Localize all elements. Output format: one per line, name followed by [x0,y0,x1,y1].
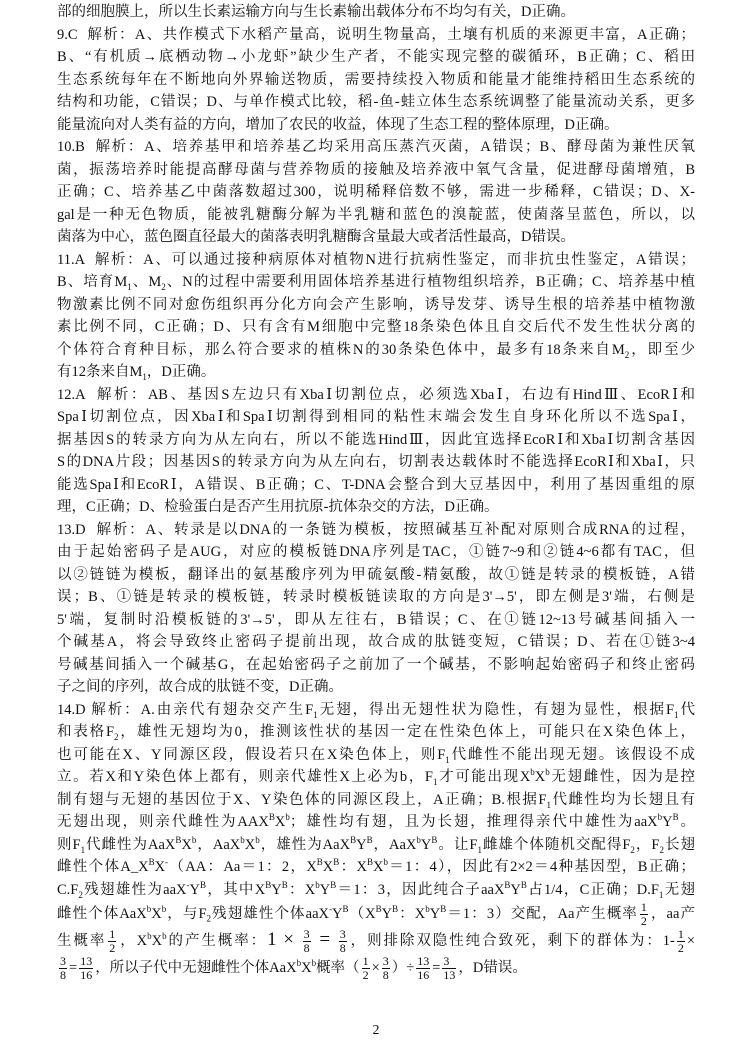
fraction-denominator: 8 [60,968,66,982]
text-run: 正确；C、培养基乙中菌落数超过300，说明稀释倍数不够，需进一步稀释，C错误；D、X- [57,184,695,200]
text-line [57,586,695,609]
superscript: B [200,879,207,890]
answer-paragraph [57,384,695,519]
text-run: 代雌性不能出现无翅。该假设不成 [449,746,695,763]
text-run: ，则排除双隐性纯合致死，剩下的群体为：1- [348,932,675,949]
text-line [57,744,695,767]
subscript: 1 [433,776,438,787]
text-line [57,181,695,204]
answer-paragraph [57,249,695,384]
text-run: 结构和功能，C错误；D、与单作模式比较，稻-鱼-蛙立体生态系统调整了能量流动关系，更多 [57,94,695,110]
fraction [362,955,370,982]
text-line [57,519,695,542]
text-line [57,226,695,249]
text-run: 代 [678,701,696,718]
text-run: = [432,959,441,976]
text-line [57,24,695,47]
superscript: - [186,879,190,890]
superscript: B [366,834,373,845]
text-line [57,609,695,632]
answer-paragraph [57,1,695,24]
answer-paragraph [57,24,695,137]
text-run: 13.D 解析：A、转录是以DNA的一条链为模板，按照碱基互补配对原则合成RNA的过程， [57,521,695,538]
subscript: 1 [445,754,450,765]
superscript: B [175,834,182,845]
subscript: 2 [161,281,166,292]
subscript: 1 [127,281,132,292]
text-run: 个体符合育种目标，那么符合要求的植株N的30条染色体中，最多有18条来自M [57,341,625,358]
text-run: S的DNA片段；因基因S的转录方向为从左向右，切割表达载体时不能选择EcoRⅠ和XbaⅠ，只 [57,454,695,470]
text-line [57,204,695,227]
text-run: Y [319,881,331,898]
text-line [57,159,695,182]
text-run: X [154,859,166,875]
text-run: ：X [398,905,426,922]
fraction [640,901,648,928]
text-run: × [371,959,380,976]
fraction-numerator: 1 [640,900,647,914]
superscript: b [425,904,430,914]
text-run: Y [271,881,282,898]
text-line [57,384,695,407]
text-line [57,541,695,564]
fraction [382,955,390,982]
text-run: X [301,959,312,976]
text-run: gal是一种无色物质，能被乳糖酶分解为半乳糖和蓝色的溴靛蓝，使菌落呈蓝色，所以，以 [57,206,695,223]
fraction-denominator: 16 [417,968,430,982]
text-run: ，雄性无翅均为0，推测该性状的基因一定在性染色体上，可能只在X染色体上， [118,724,695,740]
text-run: ）÷ [391,959,415,976]
text-run: X [151,932,163,949]
text-run: ：X [339,859,367,875]
text-run: X [274,814,286,830]
superscript: b [416,834,421,845]
answer-paragraph [57,136,695,249]
superscript: b [530,767,535,778]
text-run: ：X [287,881,316,898]
superscript: B [375,904,382,914]
fraction [416,955,430,982]
fraction-denominator: 16 [80,968,93,982]
superscript: b [161,904,167,914]
text-run: 概率（ [316,959,360,976]
text-line [57,654,695,677]
fraction-numerator: 1 [677,927,684,941]
text-line [57,699,695,722]
text-run: = [69,959,78,976]
superscript: b [162,931,167,941]
text-run: ，X [118,932,148,949]
fraction-numerator: 3 [60,954,66,968]
text-line [57,496,695,519]
text-run: × [686,932,696,949]
subscript: 1 [80,844,86,855]
text-run: 子之间的序列，故合成的肽链不变，D正确。 [57,679,343,695]
superscript: B [392,904,399,914]
text-line [57,856,695,879]
superscript: B [440,904,447,914]
text-run: 才可能出现X [437,769,531,785]
text-line [57,69,695,92]
superscript: B [342,904,349,914]
text-line [57,811,695,834]
subscript: 2 [206,913,212,924]
subscript: 2 [659,844,664,855]
text-line [57,474,695,497]
text-run: X [151,905,162,922]
text-run: 也可能在X、Y同源区段，假设若只在X染色体上，则F [57,746,446,763]
equation-text: 1 × [267,928,301,950]
text-run: 则F [57,836,81,853]
superscript: b [285,812,290,823]
text-run: 能选SpaⅠ和EcoRⅠ，A错误、B正确；C、T-DNA会整合到大豆基因中，利用了基因重组的原 [57,476,695,493]
text-run: 素比例不同，C正确；D、只有含有M细胞中完整18条染色体且自交后代不发生性状分离的 [57,319,695,335]
text-run: 能量流向对人类有益的方向，增加了农民的收益，体现了生态工程的整体原理，D正确。 [57,116,619,133]
fraction-denominator: 2 [640,914,647,928]
text-run: ＝1：3）交配，Aa产生概率 [446,905,638,922]
text-run: （X [348,905,376,922]
text-run: C.F [57,881,79,898]
fraction-denominator: 8 [303,941,310,955]
text-run: 代雌性为AaX [85,836,176,853]
text-line [57,429,695,452]
fraction-denominator: 13 [443,968,456,982]
text-run: 11.A 解析：A、可以通过接种病原体对植物N进行抗病性鉴定，而非抗虫性鉴定，A错误； [57,251,695,268]
text-run: 误；B、①链是转录的模板链，转录时模板链读取的方向是3'→5'，即左侧是3'端，右侧是 [57,589,695,605]
text-run: ，即至少 [629,341,695,358]
text-run: 雌性个体AaX [57,905,147,922]
subscript: 2 [114,731,119,742]
text-run: ，aa产 [649,905,696,922]
text-run: 12.A 解析：AB、基因S左边只有XbaⅠ切割位点，必须选XbaⅠ，右边有HindⅢ、EcoRⅠ和 [57,386,695,403]
fraction-denominator: 8 [339,941,346,955]
text-run: 雌雄个体随机交配得F [481,836,631,853]
text-line [57,451,695,474]
fraction [59,955,67,982]
text-run: 和表格F [57,724,115,740]
fraction-numerator: 3 [339,927,346,941]
text-run: 10.B 解析：A、培养基甲和培养基乙均采用高压蒸汽灭菌，A错误；B、酵母菌为兼性厌氧 [57,139,695,155]
text-run: B、“有机质→底栖动物→小龙虾”缺少生产者，不能实现完整的碳循环，B正确；C、稻田 [57,49,695,65]
text-run: 无翅 [663,881,695,898]
fraction-numerator: 3 [442,955,456,969]
fraction [339,928,347,955]
text-line [57,955,695,982]
text-run: ，AaX [372,836,417,853]
text-line [57,271,695,294]
text-run: Y [332,905,343,922]
superscript: b [146,904,152,914]
text-line [57,834,695,857]
text-line [57,361,695,384]
text-run: X [322,859,334,875]
text-run: ，其中X [206,881,266,898]
superscript: B [504,879,511,890]
text-run: 残翅雄性为aaX [82,881,187,898]
text-run: 残翅雄性个体aaX [211,905,329,922]
text-run: 。让F [437,836,478,853]
text-run: 菌落为中心，蓝色圈直径最大的菌落表明乳糖酶含量最大或者活性最高，D错误。 [57,229,575,245]
fraction-numerator: 3 [382,954,389,968]
fraction [677,928,685,955]
text-run: ，D正确。 [146,364,216,380]
fraction-numerator: 1 [362,954,369,968]
superscript: B [350,834,357,845]
text-line [57,91,695,114]
text-line [57,294,695,317]
text-run: X [244,836,256,853]
text-line [57,631,695,654]
fraction-numerator: 3 [303,927,310,941]
text-run: SpaⅠ切割位点，因XbaⅠ和SpaⅠ切割得到相同的粘性末端会发生自身环化所以不选SpaⅠ， [57,409,695,425]
text-line [57,766,695,789]
text-run: 无翅出现，则亲代雌性为AAX [57,814,269,830]
text-run: 个碱基A，将会导致终止密码子提前出现，故合成的肽链变短，C错误；D、若在①链3~4 [57,634,695,650]
superscript: b [191,834,197,845]
fraction-numerator: 1 [109,927,116,941]
document-body [57,1,695,982]
fraction [442,955,456,982]
text-run: ；雄性均有翅，且为长翅，推理得亲代中雄性为aaX [289,814,658,830]
text-run: 、N的过程中需要利用固体培养基进行植物组织培养，B正确；C、培养基中植 [165,274,695,290]
text-run: Y [510,881,521,898]
text-run: ，D错误。 [458,959,527,976]
text-run: 部的细胞膜上，所以生长素运输方向与生长素输出载体分布不均匀有关，D正确。 [57,4,575,20]
text-run: 雌性个体A_X [57,859,149,875]
text-run: （AA：Aa＝1：2，X [168,859,317,875]
superscript: - [329,904,332,914]
superscript: B [366,857,373,868]
text-line [57,721,695,744]
text-line [57,564,695,587]
superscript: B [672,812,679,823]
subscript: 1 [477,844,482,855]
subscript: 2 [630,844,635,855]
text-line [57,901,695,928]
text-run: ，所以子代中无翅雌性个体AaX [95,959,297,976]
text-line [57,1,695,24]
subscript: 2 [624,349,630,360]
text-line [57,249,695,272]
text-run: 9.C 解析：A、共作模式下水稻产量高，说明生物量高，土壤有机质的来源更丰富，A正确； [57,26,695,43]
text-line [57,114,695,137]
subscript: 1 [658,889,664,900]
text-run: 代雌性均为长翅且有 [550,791,696,808]
subscript: 1 [546,799,551,810]
fraction [79,955,93,982]
text-run: ，雄性为AaX [259,836,351,853]
equation-text: = [312,928,337,950]
superscript: b [147,931,152,941]
text-run: 以②链链为模板，翻译出的氨基酸序列为甲硫氨酸-精氨酸，故①链是转录的模板链，A错 [57,566,695,583]
fraction-denominator: 2 [109,941,116,955]
superscript: B [316,857,323,868]
superscript: B [265,879,272,890]
text-run: 无翅，得出无翅性状为隐性，有翅为显性，根据F [317,701,675,718]
superscript: B [268,812,275,823]
text-line [57,406,695,429]
superscript: B [281,879,288,890]
text-line [57,789,695,812]
text-run: B、培育M [57,274,128,290]
text-line [57,339,695,362]
superscript: b [240,834,245,845]
text-line [57,46,695,69]
superscript: b [255,834,260,845]
superscript: B [330,879,337,890]
superscript: B [431,834,438,845]
text-line [57,136,695,159]
text-run: X [181,836,192,853]
superscript: b [545,767,550,778]
text-run: 菌，振荡培养时能提高酵母菌与营养物质的接触及培养液中氧气含量，促进酵母菌增殖，B [57,161,695,178]
superscript: b [311,958,317,968]
text-line [57,928,695,955]
text-run: 占1/4，C正确；D.F [526,881,659,898]
subscript: 1 [674,709,679,720]
text-line [57,676,695,699]
fraction-numerator: 13 [417,954,430,968]
superscript: b [296,958,302,968]
text-run: 长翅 [663,836,695,853]
text-run: Y [662,814,673,830]
subscript: 1 [313,709,318,720]
fraction-denominator: 2 [362,968,369,982]
fraction-numerator: 13 [80,954,93,968]
superscript: B [148,857,155,868]
text-run: 据基因S的转录方向为从左向右，所以不能选HindⅢ，因此宜选择EcoRⅠ和XbaⅠ切割含基因 [57,431,695,448]
superscript: b [657,812,663,823]
fraction [108,928,116,955]
subscript: 2 [78,889,83,900]
subscript: 1 [142,371,147,382]
text-run: 无翅雌性，因为是控 [549,769,696,785]
page-number: 2 [372,1023,380,1038]
text-run: 有12条来自M [57,364,143,380]
text-run: ，与F [166,905,207,922]
text-run: 理，C正确；D、检验蛋白是否产生用抗原-抗体杂交的方法，D正确。 [57,499,499,515]
fraction-denominator: 2 [677,941,684,955]
text-run: 立。若X和Y染色体上都有，则亲代雄性X上必为b，F [57,769,433,785]
text-line [57,879,695,902]
text-run: 物激素比例不同对愈伤组织再分化方向会产生影响，诱导发芽、诱导生根的培养基中植物激 [57,296,695,313]
fraction [303,928,311,955]
text-run: Y [420,836,432,853]
superscript: B [333,857,340,868]
text-run: Y [356,836,367,853]
text-run: 号碱基间插入一个碱基G，在起始密码子之前加了一个碱基，不影响起始密码子和终止密码 [57,656,695,673]
text-run: 、M [131,274,162,290]
superscript: B [520,879,527,890]
text-run: 14.D 解析：A.由亲代有翅杂交产生F [57,701,314,718]
text-run: 由于起始密码子是AUG，对应的模板链DNA序列是TAC，①链7~9和②链4~6都有TAC，但 [57,544,695,560]
superscript: b [383,857,388,868]
answer-paragraph [57,699,695,983]
text-run: ＝1：4），因此有2×2＝4种基因型，B正确； [387,859,695,875]
text-run: 制有翅与无翅的基因位于X、Y染色体的同源区段上，A正确；B.根据F [57,791,547,808]
text-run: ，AaX [196,836,241,853]
text-run: Y [381,905,393,922]
text-run: Y [189,881,201,898]
superscript: b [315,879,320,890]
text-run: ，F [634,836,660,853]
text-line [57,316,695,339]
answer-paragraph [57,519,695,699]
text-run: 5'端，复制时沿模板链的3'→5'，即从左往右，B错误；C、在①链12~13号碱基间插入一 [57,611,695,628]
text-run: X [534,769,546,785]
text-run: 。 [678,814,696,830]
text-run: 生概率 [57,932,107,949]
superscript: - [165,857,169,868]
text-run: Y [429,905,441,922]
text-run: X [372,859,384,875]
text-run: 生态系统每年在不断地向外界输送物质，需要持续投入物质和能量才能维持稻田生态系统的 [57,71,695,88]
fraction-denominator: 8 [382,968,389,982]
text-run: ＝1：3，因此纯合子aaX [336,881,505,898]
text-run: 的产生概率： [166,932,268,949]
